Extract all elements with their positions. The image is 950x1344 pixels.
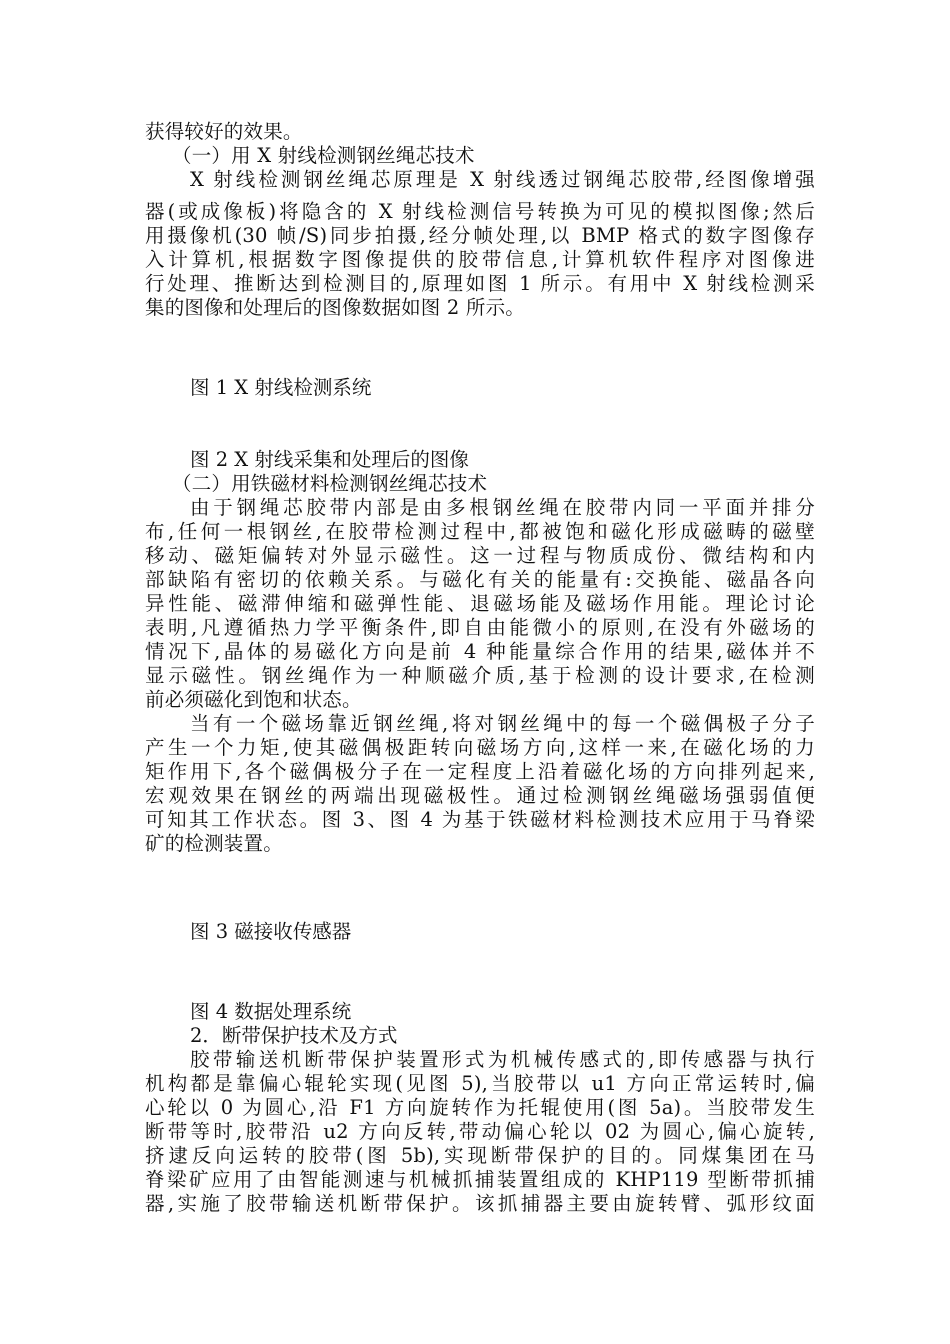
section-heading: （一）用 X 射线检测钢丝绳芯技术 bbox=[172, 144, 475, 167]
section-heading: （二）用铁磁材料检测钢丝绳芯技术 bbox=[172, 472, 488, 495]
text-line: 行处理、推断达到检测目的,原理如图 1 所示。有用中 X 射线检测采 bbox=[145, 272, 815, 295]
text-line: 由于钢绳芯胶带内部是由多根钢丝绳在胶带内同一平面并排分 bbox=[190, 496, 815, 519]
text-line: 脊梁矿应用了由智能测速与机械抓捕装置组成的 KHP119 型断带抓捕 bbox=[145, 1168, 815, 1191]
figure-caption: 图 3 磁接收传感器 bbox=[190, 920, 352, 943]
text-line: 入计算机,根据数字图像提供的胶带信息,计算机软件程序对图像进 bbox=[145, 248, 815, 271]
text-line: 移动、磁矩偏转对外显示磁性。这一过程与物质成份、微结构和内 bbox=[145, 544, 815, 567]
text-line: 用摄像机(30 帧/S)同步拍摄,经分帧处理,以 BMP 格式的数字图像存 bbox=[145, 224, 815, 247]
text-line: 矿的检测装置。 bbox=[145, 832, 283, 855]
text-line: 器(或成像板)将隐含的 X 射线检测信号转换为可见的模拟图像;然后 bbox=[145, 200, 815, 223]
text-line: X 射线检测钢丝绳芯原理是 X 射线透过钢绳芯胶带,经图像增强 bbox=[190, 168, 815, 191]
text-line: 获得较好的效果。 bbox=[145, 120, 303, 143]
text-line: 布,任何一根钢丝,在胶带检测过程中,都被饱和磁化形成磁畴的磁壁 bbox=[145, 520, 815, 543]
text-line: 部缺陷有密切的依赖关系。与磁化有关的能量有:交换能、磁晶各向 bbox=[145, 568, 815, 591]
text-line: 可知其工作状态。图 3、图 4 为基于铁磁材料检测技术应用于马脊梁 bbox=[145, 808, 815, 831]
text-line: 胶带输送机断带保护装置形式为机械传感式的,即传感器与执行 bbox=[190, 1048, 815, 1071]
text-line: 矩作用下,各个磁偶极分子在一定程度上沿着磁化场的方向排列起来, bbox=[145, 760, 815, 783]
text-line: 心轮以 0 为圆心,沿 F1 方向旋转作为托辊使用(图 5a)。当胶带发生 bbox=[145, 1096, 815, 1119]
text-line: 产生一个力矩,使其磁偶极距转向磁场方向,这样一来,在磁化场的力 bbox=[145, 736, 815, 759]
text-line: 挤逮反向运转的胶带(图 5b),实现断带保护的目的。同煤集团在马 bbox=[145, 1144, 815, 1167]
figure-caption: 图 1 X 射线检测系统 bbox=[190, 376, 372, 399]
text-line: 表明,凡遵循热力学平衡条件,即自由能微小的原则,在没有外磁场的 bbox=[145, 616, 815, 639]
text-line: 显示磁性。钢丝绳作为一种顺磁介质,基于检测的设计要求,在检测 bbox=[145, 664, 815, 687]
text-line: 器,实施了胶带输送机断带保护。该抓捕器主要由旋转臂、弧形纹面 bbox=[145, 1192, 815, 1215]
section-heading: 2．断带保护技术及方式 bbox=[190, 1024, 398, 1047]
text-line: 当有一个磁场靠近钢丝绳,将对钢丝绳中的每一个磁偶极子分子 bbox=[190, 712, 815, 735]
text-line: 宏观效果在钢丝的两端出现磁极性。通过检测钢丝绳磁场强弱值便 bbox=[145, 784, 815, 807]
text-line: 异性能、磁滞伸缩和磁弹性能、退磁场能及磁场作用能。理论讨论 bbox=[145, 592, 815, 615]
figure-caption: 图 4 数据处理系统 bbox=[190, 1000, 352, 1023]
text-line: 情况下,晶体的易磁化方向是前 4 种能量综合作用的结果,磁体并不 bbox=[145, 640, 815, 663]
text-line: 机构都是靠偏心辊轮实现(见图 5),当胶带以 u1 方向正常运转时,偏 bbox=[145, 1072, 815, 1095]
text-line: 前必须磁化到饱和状态。 bbox=[145, 688, 362, 711]
text-line: 集的图像和处理后的图像数据如图 2 所示。 bbox=[145, 296, 526, 319]
figure-caption: 图 2 X 射线采集和处理后的图像 bbox=[190, 448, 469, 471]
text-line: 断带等时,胶带沿 u2 方向反转,带动偏心轮以 02 为圆心,偏心旋转, bbox=[145, 1120, 815, 1143]
